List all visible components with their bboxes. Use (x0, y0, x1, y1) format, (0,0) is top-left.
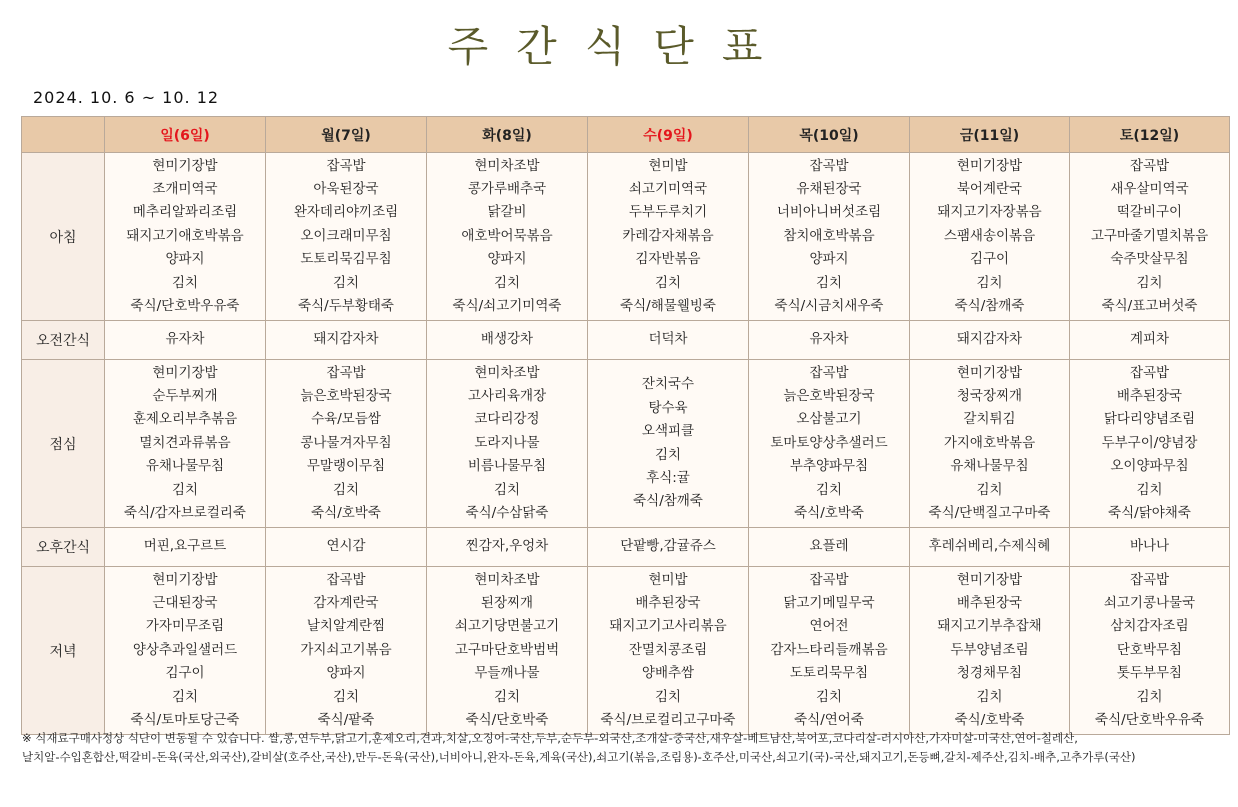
menu-cell (588, 528, 749, 567)
menu-item: 청경채무침 (956, 665, 1023, 682)
menu-item: 죽식/단호박우유죽 (130, 298, 240, 315)
day-header: 수(9일) (588, 117, 749, 153)
menu-item: 김치 (332, 274, 360, 291)
menu-cell (427, 360, 588, 528)
meal-label: 저녁 (22, 567, 105, 735)
date-range: 2024. 10. 6 ~ 10. 12 (33, 88, 220, 107)
menu-item: 가지쇠고기볶음 (300, 641, 392, 658)
menu-item: 현미기장밥 (956, 364, 1023, 381)
menu-cell (266, 528, 427, 567)
menu-item: 김치 (493, 481, 521, 498)
menu-item: 죽식/시금치새우죽 (774, 298, 884, 315)
menu-cell (749, 360, 910, 528)
menu-item: 잡곡밥 (1129, 157, 1170, 174)
day-header: 목(10일) (749, 117, 910, 153)
menu-cell (105, 567, 266, 735)
menu-item: 김자반볶음 (635, 251, 701, 268)
corner-cell (22, 117, 105, 153)
menu-item: 현미밥 (648, 157, 688, 174)
menu-item: 양파지 (487, 251, 527, 268)
menu-item: 죽식/팥죽 (317, 712, 375, 729)
menu-item: 배생강차 (480, 331, 534, 348)
menu-item: 잔치국수 (641, 376, 695, 393)
menu-cell (910, 321, 1070, 360)
menu-item: 돼지고기고사리볶음 (609, 618, 727, 635)
meal-label: 점심 (22, 360, 105, 528)
menu-item: 조개미역국 (152, 180, 218, 197)
menu-item: 잡곡밥 (1129, 364, 1170, 381)
menu-item: 토마토양상추샐러드 (770, 434, 888, 451)
menu-item: 찐감자,우엉차 (465, 538, 549, 555)
menu-item: 배추된장국 (1116, 387, 1183, 404)
menu-item: 스팸새송이볶음 (943, 227, 1036, 244)
note-line: ※ 식재료구매사정상 식단이 변동될 수 있습니다. 쌀,콩,연두부,닭고기,훈제오리,견과,치살,오징어-국산,두부,순두부-외국산,조개살-중국산,새우살-베트남산,북어포,코다리살-러시아산,가자미살-미국산,연어-칠레산, (22, 731, 1078, 745)
menu-item: 무들깨나물 (474, 665, 540, 682)
menu-item: 두부두루치기 (628, 204, 708, 221)
menu-item: 죽식/두부황태죽 (298, 298, 394, 315)
meal-row (22, 153, 1230, 321)
menu-item: 삼치감자조림 (1110, 618, 1189, 635)
menu-cell (266, 360, 427, 528)
menu-item: 양파지 (809, 251, 849, 268)
menu-item: 고사리육개장 (467, 387, 547, 404)
menu-item: 늙은호박된장국 (783, 387, 875, 404)
day-header: 화(8일) (427, 117, 588, 153)
menu-item: 도토리묵김무침 (300, 251, 392, 268)
meal-row (22, 528, 1230, 567)
menu-item: 유채나물무침 (145, 458, 225, 475)
menu-item: 고구마단호박범벅 (454, 641, 560, 658)
menu-cell (1070, 528, 1230, 567)
menu-item: 죽식/참깨죽 (633, 493, 703, 510)
menu-item: 잡곡밥 (326, 364, 366, 381)
menu-item: 카레감자채볶음 (622, 227, 714, 244)
menu-item: 콩가루배추국 (467, 180, 547, 197)
menu-item: 김치 (493, 274, 521, 291)
menu-item: 배추된장국 (956, 594, 1023, 611)
menu-item: 청국장찌개 (956, 387, 1023, 404)
menu-item: 단호박무침 (1116, 641, 1183, 658)
menu-item: 김치 (332, 688, 360, 705)
menu-item: 너비아니버섯조림 (776, 204, 882, 221)
menu-cell (1070, 567, 1230, 735)
menu-item: 양파지 (326, 665, 366, 682)
menu-cell (266, 321, 427, 360)
menu-item: 양상추과일샐러드 (132, 641, 238, 658)
menu-item: 감자계란국 (313, 594, 379, 611)
menu-item: 후레쉬베리,수제식혜 (928, 538, 1051, 555)
menu-cell (588, 153, 749, 321)
menu-item: 애호박어묵볶음 (461, 227, 553, 244)
menu-item: 김치 (976, 688, 1003, 705)
menu-item: 잡곡밥 (1129, 571, 1170, 588)
menu-cell (427, 153, 588, 321)
menu-item: 잡곡밥 (326, 157, 366, 174)
menu-cell (910, 153, 1070, 321)
day-header: 일(6일) (105, 117, 266, 153)
menu-item: 연시감 (326, 538, 366, 555)
menu-item: 김치 (654, 688, 682, 705)
menu-item: 늙은호박된장국 (300, 387, 392, 404)
menu-item: 북어계란국 (956, 180, 1023, 197)
menu-item: 죽식/단호박우유죽 (1095, 712, 1204, 729)
menu-item: 도토리묵무침 (789, 665, 869, 682)
menu-item: 현미차조밥 (474, 157, 540, 174)
menu-item: 잔멸치콩조림 (628, 641, 708, 658)
menu-item: 참치애호박볶음 (783, 227, 875, 244)
menu-cell (588, 567, 749, 735)
menu-item: 죽식/토마토당근죽 (130, 712, 240, 729)
menu-cell (1070, 321, 1230, 360)
menu-item: 죽식/해물웰빙죽 (620, 298, 716, 315)
meal-label: 오전간식 (22, 321, 105, 360)
menu-item: 김구이 (969, 251, 1010, 268)
menu-cell (266, 567, 427, 735)
menu-item: 잡곡밥 (809, 157, 849, 174)
menu-item: 돼지감자차 (956, 331, 1023, 348)
menu-cell (105, 360, 266, 528)
menu-item: 잡곡밥 (809, 571, 849, 588)
day-header-row (22, 117, 1230, 153)
menu-item: 잡곡밥 (326, 571, 366, 588)
menu-cell (588, 360, 749, 528)
menu-item: 쇠고기콩나물국 (1103, 594, 1196, 611)
menu-item: 유자차 (809, 331, 849, 348)
menu-item: 돼지고기자장볶음 (937, 204, 1042, 221)
menu-item: 죽식/닭야채죽 (1108, 505, 1191, 522)
menu-item: 죽식/호박죽 (794, 505, 864, 522)
menu-item: 현미기장밥 (152, 364, 218, 381)
menu-cell (910, 360, 1070, 528)
menu-item: 계피차 (1129, 331, 1170, 348)
menu-cell (749, 321, 910, 360)
menu-cell (105, 153, 266, 321)
menu-cell (1070, 360, 1230, 528)
menu-item: 수육/모듬쌈 (311, 411, 381, 428)
menu-item: 죽식/호박죽 (311, 505, 381, 522)
menu-item: 된장찌개 (480, 594, 534, 611)
menu-item: 닭다리양념조림 (1103, 411, 1196, 428)
menu-item: 무말랭이무침 (306, 458, 386, 475)
menu-item: 김치 (815, 688, 843, 705)
menu-item: 김치 (493, 688, 521, 705)
menu-item: 훈제오리부추볶음 (132, 411, 238, 428)
menu-item: 날치알계란찜 (306, 618, 386, 635)
menu-item: 오이양파무침 (1110, 458, 1189, 475)
menu-item: 숙주맛살무침 (1110, 251, 1189, 268)
menu-item: 닭갈비 (487, 204, 527, 221)
menu-item: 김치 (815, 274, 843, 291)
menu-item: 오이크래미무침 (300, 227, 392, 244)
menu-item: 김치 (976, 481, 1003, 498)
menu-item: 도라지나물 (474, 434, 540, 451)
menu-item: 죽식/수삼닭죽 (465, 505, 549, 522)
menu-cell (1070, 153, 1230, 321)
menu-cell (749, 153, 910, 321)
menu-item: 쇠고기당면불고기 (454, 618, 560, 635)
menu-item: 쇠고기미역국 (628, 180, 708, 197)
menu-item: 요플레 (809, 538, 849, 555)
menu-cell (910, 567, 1070, 735)
menu-cell (105, 528, 266, 567)
menu-item: 죽식/단백질고구마죽 (928, 505, 1051, 522)
menu-cell (266, 153, 427, 321)
menu-body (22, 153, 1230, 735)
menu-item: 후식:귤 (646, 469, 690, 486)
menu-cell (427, 528, 588, 567)
menu-item: 죽식/쇠고기미역죽 (452, 298, 562, 315)
menu-item: 배추된장국 (635, 594, 701, 611)
menu-item: 감자느타리들깨볶음 (770, 641, 888, 658)
menu-cell (105, 321, 266, 360)
menu-item: 닭고기메밀무국 (783, 594, 875, 611)
menu-item: 김치 (1136, 688, 1163, 705)
menu-item: 김치 (1136, 481, 1163, 498)
meal-row (22, 567, 1230, 735)
menu-item: 완자데리야끼조림 (293, 204, 399, 221)
menu-item: 김치 (976, 274, 1003, 291)
menu-item: 유채나물무침 (950, 458, 1029, 475)
menu-cell (749, 528, 910, 567)
menu-item: 돼지고기부추잡채 (937, 618, 1042, 635)
menu-item: 김치 (815, 481, 843, 498)
menu-item: 가지애호박볶음 (943, 434, 1036, 451)
menu-item: 오색피클 (641, 423, 695, 440)
menu-item: 유자차 (165, 331, 205, 348)
meal-label: 오후간식 (22, 528, 105, 567)
menu-item: 죽식/연어죽 (794, 712, 864, 729)
menu-cell (427, 321, 588, 360)
menu-item: 순두부찌개 (152, 387, 218, 404)
menu-item: 현미밥 (648, 571, 688, 588)
menu-item: 죽식/참깨죽 (954, 298, 1025, 315)
menu-item: 현미차조밥 (474, 571, 540, 588)
menu-item: 죽식/표고버섯죽 (1101, 298, 1198, 315)
notes-section (22, 729, 1222, 767)
weekly-menu-table (21, 116, 1230, 735)
menu-item: 돼지고기애호박볶음 (126, 227, 244, 244)
menu-item: 근대된장국 (152, 594, 218, 611)
menu-cell (427, 567, 588, 735)
menu-item: 김치 (171, 274, 199, 291)
meal-row (22, 360, 1230, 528)
menu-item: 연어전 (809, 618, 849, 635)
menu-item: 단팥빵,감귤쥬스 (620, 538, 716, 555)
menu-item: 갈치튀김 (963, 411, 1016, 428)
menu-item: 톳두부무침 (1116, 665, 1183, 682)
menu-item: 두부구이/양념장 (1101, 434, 1198, 451)
menu-item: 코다리강정 (474, 411, 540, 428)
menu-item: 김치 (654, 446, 682, 463)
menu-item: 메추리알꽈리조림 (132, 204, 238, 221)
menu-cell (749, 567, 910, 735)
menu-item: 현미기장밥 (152, 157, 218, 174)
menu-item: 유채된장국 (796, 180, 862, 197)
menu-item: 탕수육 (648, 399, 688, 416)
menu-item: 김치 (1136, 274, 1163, 291)
menu-item: 콩나물겨자무침 (300, 434, 392, 451)
page-title: 주간식단표 (447, 22, 791, 71)
menu-item: 죽식/호박죽 (954, 712, 1025, 729)
menu-item: 새우살미역국 (1110, 180, 1189, 197)
menu-item: 더덕차 (648, 331, 688, 348)
menu-cell (588, 321, 749, 360)
menu-item: 김치 (654, 274, 682, 291)
menu-item: 김치 (171, 688, 199, 705)
menu-item: 양파지 (165, 251, 205, 268)
menu-item: 현미기장밥 (956, 571, 1023, 588)
menu-item: 돼지감자차 (313, 331, 379, 348)
menu-item: 잡곡밥 (809, 364, 849, 381)
menu-item: 아욱된장국 (313, 180, 379, 197)
menu-item: 현미차조밥 (474, 364, 540, 381)
menu-item: 죽식/감자브로컬리죽 (124, 505, 246, 522)
menu-item: 김구이 (165, 665, 205, 682)
menu-item: 부추양파무침 (789, 458, 869, 475)
menu-item: 고구마줄기멸치볶음 (1090, 227, 1209, 244)
menu-item: 양배추쌈 (641, 665, 695, 682)
menu-item: 죽식/브로컬리고구마죽 (600, 712, 736, 729)
note-line: 날치알-수입혼합산,떡갈비-돈육(국산,외국산),갈비살(호주산,국산),만두-돈육(국산),너비아니,완자-돈육,계육(국산),쇠고기(볶음,조림용)-호주산,미국산,쇠고기(국)-국산,돼지고기,돈등뼈,갈치-제주산,김치-배추,고추가루(국산) (22, 750, 1136, 764)
menu-item: 김치 (171, 481, 199, 498)
menu-item: 현미기장밥 (956, 157, 1023, 174)
menu-item: 오삼불고기 (796, 411, 862, 428)
menu-item: 바나나 (1129, 538, 1170, 555)
day-header: 토(12일) (1070, 117, 1230, 153)
day-header: 월(7일) (266, 117, 427, 153)
menu-item: 죽식/단호박죽 (465, 712, 549, 729)
menu-item: 가자미무조림 (145, 618, 225, 635)
menu-item: 머핀,요구르트 (143, 538, 227, 555)
meal-row (22, 321, 1230, 360)
menu-cell (910, 528, 1070, 567)
day-header: 금(11일) (910, 117, 1070, 153)
meal-label: 아침 (22, 153, 105, 321)
menu-item: 현미기장밥 (152, 571, 218, 588)
menu-item: 김치 (332, 481, 360, 498)
menu-item: 두부양념조림 (950, 641, 1029, 658)
menu-item: 비름나물무침 (467, 458, 547, 475)
menu-item: 멸치견과류볶음 (139, 434, 231, 451)
menu-item: 떡갈비구이 (1116, 204, 1183, 221)
